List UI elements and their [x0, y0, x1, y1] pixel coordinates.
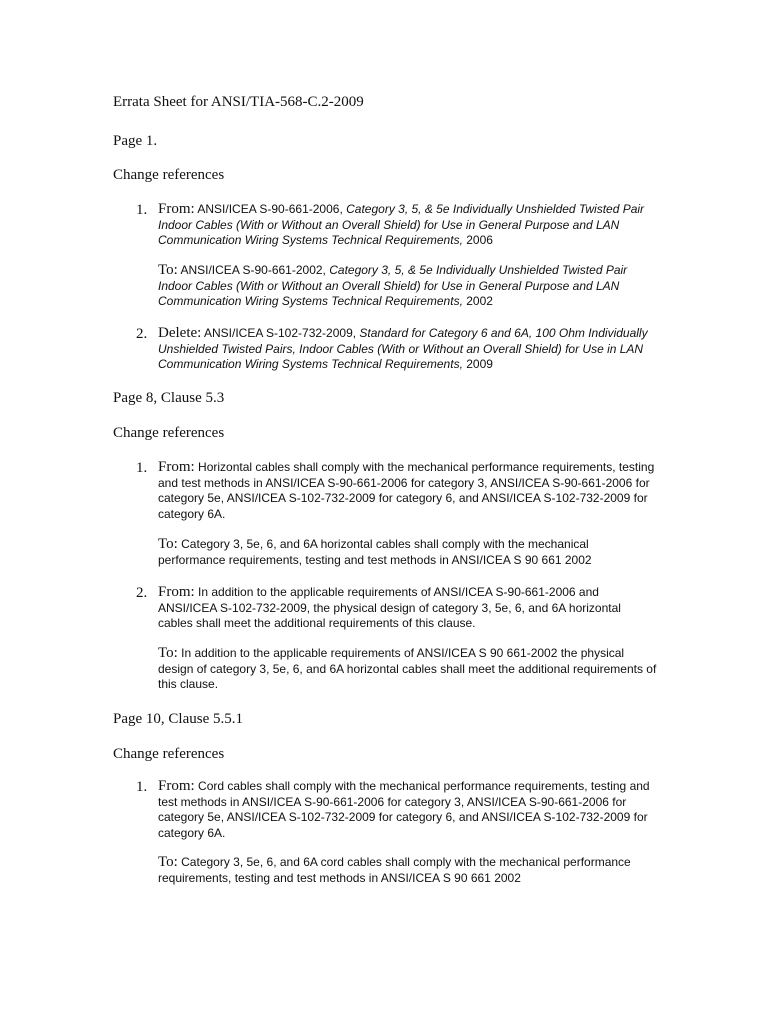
item-number: 2.	[136, 585, 148, 601]
item-text: Cord cables shall comply with the mechanical performance requirements, testing and test methods in ANSI/ICEA S-90-661-2006 for category 3, ANSI/ICEA S-90-661-2006 for category 5e, ANSI/ICEA S-102-732-2009 for category 6, and ANSI/ICEA S-102-732-2009 for category 6A.	[158, 779, 650, 840]
section-action: Change references	[113, 746, 225, 762]
list-item	[136, 779, 656, 841]
from-label: From:	[158, 459, 195, 475]
to-label: To:	[158, 536, 178, 552]
to-replacement	[158, 263, 658, 310]
from-label: From:	[158, 584, 195, 600]
standard-year: 2002	[466, 294, 493, 308]
item-text: Category 3, 5e, 6, and 6A horizontal cables shall comply with the mechanical performance requirements, testing and test methods in ANSI/ICEA S 90 661 2002	[158, 537, 592, 567]
section-action: Change references	[113, 425, 225, 441]
delete-label: Delete:	[158, 325, 202, 341]
standard-ref: ANSI/ICEA S-90-661-2002,	[180, 263, 326, 277]
section-page-ref: Page 8, Clause 5.3	[113, 390, 225, 406]
section-action: Change references	[113, 167, 225, 183]
section-page-ref: Page 10, Clause 5.5.1	[113, 711, 243, 727]
to-label: To:	[158, 854, 178, 870]
to-replacement	[158, 537, 658, 568]
item-number: 2.	[136, 326, 148, 342]
standard-title: Category 3, 5, & 5e Individually Unshielded Twisted Pair Indoor Cables (With or Without an Overall Shield) for Use in General Purpose and LAN Communication Wiring Systems Technical Requirements,	[158, 263, 628, 308]
standard-ref: ANSI/ICEA S-90-661-2006,	[197, 202, 343, 216]
list-item	[136, 202, 656, 249]
to-replacement	[158, 646, 658, 693]
to-label: To:	[158, 645, 178, 661]
list-item	[136, 585, 656, 632]
from-label: From:	[158, 778, 195, 794]
standard-year: 2009	[466, 357, 493, 371]
list-item	[136, 460, 656, 522]
item-text: Horizontal cables shall comply with the mechanical performance requirements, testing and test methods in ANSI/ICEA S-90-661-2006 for category 3, ANSI/ICEA S-90-661-2006 for category 5e, ANSI/ICEA S-102-732-2009 for category 6, and ANSI/ICEA S-102-732-2009 for category 6A.	[158, 460, 655, 521]
document-title: Errata Sheet for ANSI/TIA-568-C.2-2009	[113, 94, 364, 110]
item-text: In addition to the applicable requirements of ANSI/ICEA S-90-661-2006 and ANSI/ICEA S-102-732-2009, the physical design of category 3, 5e, 6, and 6A horizontal cables shall meet the additional requirements of this clause.	[158, 585, 621, 630]
standard-title: Category 3, 5, & 5e Individually Unshielded Twisted Pair Indoor Cables (With or Without an Overall Shield) for Use in General Purpose and LAN Communication Wiring Systems Technical Requirements,	[158, 202, 645, 247]
from-label: From:	[158, 201, 195, 217]
item-text: In addition to the applicable requirements of ANSI/ICEA S 90 661-2002 the physical design of category 3, 5e, 6, and 6A horizontal cables shall meet the additional requirements of this clause.	[158, 646, 657, 691]
list-item	[136, 326, 656, 373]
standard-title: Standard for Category 6 and 6A, 100 Ohm Individually Unshielded Twisted Pairs, Indoor Cables (With or Without an Overall Shield) for Use in LAN Communication Wiring Systems Technical Requirements,	[158, 326, 648, 371]
item-number: 1.	[136, 779, 148, 795]
to-replacement	[158, 855, 658, 886]
standard-year: 2006	[466, 233, 493, 247]
item-number: 1.	[136, 202, 148, 218]
to-label: To:	[158, 262, 178, 278]
item-number: 1.	[136, 460, 148, 476]
standard-ref: ANSI/ICEA S-102-732-2009,	[203, 326, 357, 340]
item-text: Category 3, 5e, 6, and 6A cord cables shall comply with the mechanical performance requirements, testing and test methods in ANSI/ICEA S 90 661 2002	[158, 855, 631, 885]
section-page-ref: Page 1.	[113, 133, 158, 149]
